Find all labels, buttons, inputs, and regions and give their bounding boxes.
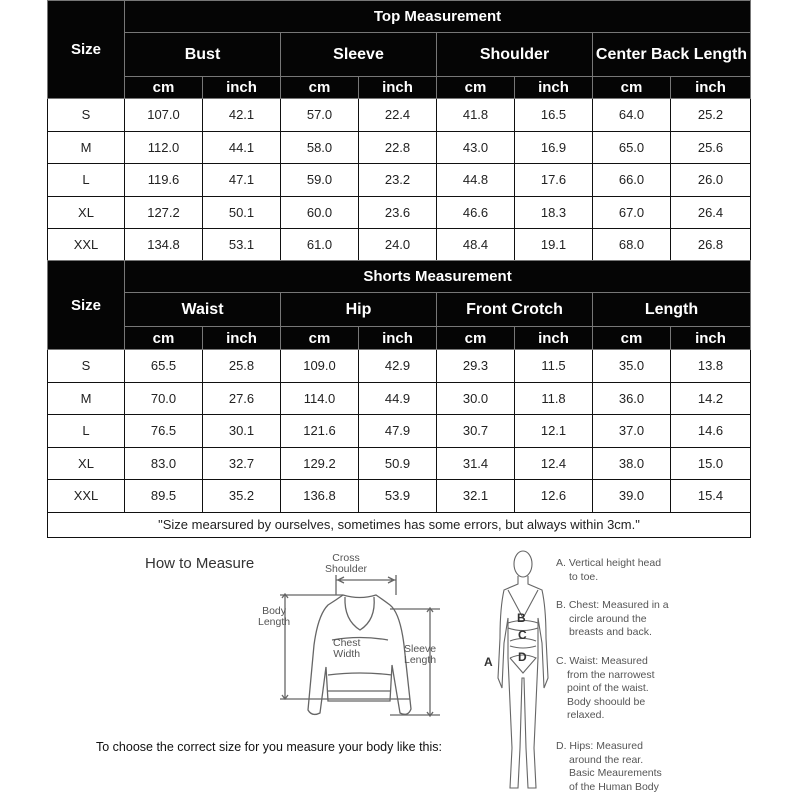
measure-caption: To choose the correct size for you measure your body like this:: [96, 740, 442, 754]
value-cell: 53.1: [203, 229, 281, 262]
group-header: Hip: [281, 293, 437, 327]
legend-a: A. Vertical height head to toe.: [556, 557, 662, 583]
top-measurement-table: [47, 0, 751, 262]
table-row: [48, 350, 751, 383]
value-cell: 50.1: [203, 196, 281, 229]
size-cell: XL: [48, 447, 125, 480]
value-cell: 14.2: [671, 382, 751, 415]
unit-header: inch: [359, 327, 437, 350]
value-cell: 25.6: [671, 131, 751, 164]
value-cell: 83.0: [125, 447, 203, 480]
size-cell: L: [48, 164, 125, 197]
unit-header: inch: [203, 327, 281, 350]
legend-c: C. Waist: Measured from the narrowest point of the waist. Body shoould be relaxed.: [556, 655, 655, 721]
value-cell: 23.6: [359, 196, 437, 229]
sleeve-length-label: Sleeve Length: [404, 643, 437, 666]
value-cell: 36.0: [593, 382, 671, 415]
value-cell: 22.8: [359, 131, 437, 164]
chest-width-label: Chest Width: [333, 637, 361, 660]
value-cell: 121.6: [281, 415, 359, 448]
value-cell: 65.5: [125, 350, 203, 383]
letter-c: C: [518, 628, 527, 642]
letter-a: A: [484, 655, 493, 669]
value-cell: 46.6: [437, 196, 515, 229]
size-header: Size: [48, 261, 125, 350]
unit-header: inch: [671, 77, 751, 99]
value-cell: 32.7: [203, 447, 281, 480]
value-cell: 65.0: [593, 131, 671, 164]
letter-b: B: [517, 611, 526, 625]
value-cell: 25.2: [671, 99, 751, 132]
unit-header: cm: [437, 77, 515, 99]
value-cell: 25.8: [203, 350, 281, 383]
value-cell: 53.9: [359, 480, 437, 513]
unit-header: cm: [125, 77, 203, 99]
value-cell: 11.5: [515, 350, 593, 383]
value-cell: 42.9: [359, 350, 437, 383]
body-length-label: Body Length: [258, 605, 291, 628]
value-cell: 32.1: [437, 480, 515, 513]
value-cell: 44.8: [437, 164, 515, 197]
value-cell: 59.0: [281, 164, 359, 197]
unit-header: cm: [281, 77, 359, 99]
size-cell: XXL: [48, 229, 125, 262]
group-header: Bust: [125, 33, 281, 77]
value-cell: 15.4: [671, 480, 751, 513]
value-cell: 47.1: [203, 164, 281, 197]
how-to-measure-title: How to Measure: [145, 555, 255, 572]
value-cell: 37.0: [593, 415, 671, 448]
size-cell: L: [48, 415, 125, 448]
value-cell: 44.1: [203, 131, 281, 164]
body-figure-diagram: [488, 548, 558, 798]
value-cell: 26.0: [671, 164, 751, 197]
value-cell: 114.0: [281, 382, 359, 415]
value-cell: 12.4: [515, 447, 593, 480]
value-cell: 44.9: [359, 382, 437, 415]
value-cell: 39.0: [593, 480, 671, 513]
value-cell: 136.8: [281, 480, 359, 513]
value-cell: 42.1: [203, 99, 281, 132]
value-cell: 107.0: [125, 99, 203, 132]
value-cell: 129.2: [281, 447, 359, 480]
size-header: Size: [48, 1, 125, 99]
value-cell: 35.0: [593, 350, 671, 383]
size-cell: XXL: [48, 480, 125, 513]
table-row: [48, 131, 751, 164]
value-cell: 14.6: [671, 415, 751, 448]
value-cell: 68.0: [593, 229, 671, 262]
group-header: Length: [593, 293, 751, 327]
value-cell: 57.0: [281, 99, 359, 132]
unit-header: inch: [515, 77, 593, 99]
size-cell: M: [48, 382, 125, 415]
letter-d: D: [518, 650, 527, 664]
value-cell: 17.6: [515, 164, 593, 197]
value-cell: 134.8: [125, 229, 203, 262]
value-cell: 30.7: [437, 415, 515, 448]
value-cell: 58.0: [281, 131, 359, 164]
value-cell: 47.9: [359, 415, 437, 448]
value-cell: 26.4: [671, 196, 751, 229]
value-cell: 67.0: [593, 196, 671, 229]
table-title: Top Measurement: [125, 1, 751, 33]
cross-shoulder-label: Cross Shoulder: [325, 552, 368, 575]
value-cell: 76.5: [125, 415, 203, 448]
value-cell: 89.5: [125, 480, 203, 513]
group-header: Front Crotch: [437, 293, 593, 327]
value-cell: 23.2: [359, 164, 437, 197]
value-cell: 66.0: [593, 164, 671, 197]
size-cell: M: [48, 131, 125, 164]
unit-header: cm: [593, 327, 671, 350]
value-cell: 35.2: [203, 480, 281, 513]
value-cell: 22.4: [359, 99, 437, 132]
value-cell: 50.9: [359, 447, 437, 480]
size-cell: S: [48, 99, 125, 132]
value-cell: 27.6: [203, 382, 281, 415]
size-cell: XL: [48, 196, 125, 229]
legend-d: D. Hips: Measured around the rear. Basic Meaurements of the Human Body: [556, 740, 662, 793]
table-row: [48, 415, 751, 448]
value-cell: 18.3: [515, 196, 593, 229]
value-cell: 16.9: [515, 131, 593, 164]
group-header: Shoulder: [437, 33, 593, 77]
value-cell: 31.4: [437, 447, 515, 480]
value-cell: 41.8: [437, 99, 515, 132]
unit-header: cm: [593, 77, 671, 99]
value-cell: 119.6: [125, 164, 203, 197]
value-cell: 13.8: [671, 350, 751, 383]
value-cell: 112.0: [125, 131, 203, 164]
value-cell: 61.0: [281, 229, 359, 262]
unit-header: cm: [125, 327, 203, 350]
value-cell: 12.1: [515, 415, 593, 448]
group-header: Sleeve: [281, 33, 437, 77]
value-cell: 12.6: [515, 480, 593, 513]
unit-header: inch: [515, 327, 593, 350]
value-cell: 38.0: [593, 447, 671, 480]
unit-header: inch: [359, 77, 437, 99]
size-note: "Size mearsured by ourselves, sometimes has some errors, but always within 3cm.": [48, 512, 751, 537]
value-cell: 43.0: [437, 131, 515, 164]
value-cell: 16.5: [515, 99, 593, 132]
table-row: [48, 382, 751, 415]
value-cell: 30.1: [203, 415, 281, 448]
shorts-measurement-table: [47, 260, 751, 538]
value-cell: 30.0: [437, 382, 515, 415]
value-cell: 24.0: [359, 229, 437, 262]
value-cell: 26.8: [671, 229, 751, 262]
value-cell: 48.4: [437, 229, 515, 262]
value-cell: 64.0: [593, 99, 671, 132]
unit-header: cm: [437, 327, 515, 350]
table-row: [48, 480, 751, 513]
table-row: [48, 164, 751, 197]
value-cell: 60.0: [281, 196, 359, 229]
value-cell: 19.1: [515, 229, 593, 262]
value-cell: 70.0: [125, 382, 203, 415]
group-header: Center Back Length: [593, 33, 751, 77]
table-row: [48, 99, 751, 132]
table-title: Shorts Measurement: [125, 261, 751, 293]
unit-header: cm: [281, 327, 359, 350]
size-cell: S: [48, 350, 125, 383]
table-row: [48, 229, 751, 262]
unit-header: inch: [671, 327, 751, 350]
value-cell: 11.8: [515, 382, 593, 415]
value-cell: 29.3: [437, 350, 515, 383]
group-header: Waist: [125, 293, 281, 327]
table-row: [48, 447, 751, 480]
value-cell: 15.0: [671, 447, 751, 480]
legend-b: B. Chest: Measured in a circle around the breasts and back.: [556, 599, 669, 638]
value-cell: 109.0: [281, 350, 359, 383]
value-cell: 127.2: [125, 196, 203, 229]
table-row: [48, 196, 751, 229]
unit-header: inch: [203, 77, 281, 99]
